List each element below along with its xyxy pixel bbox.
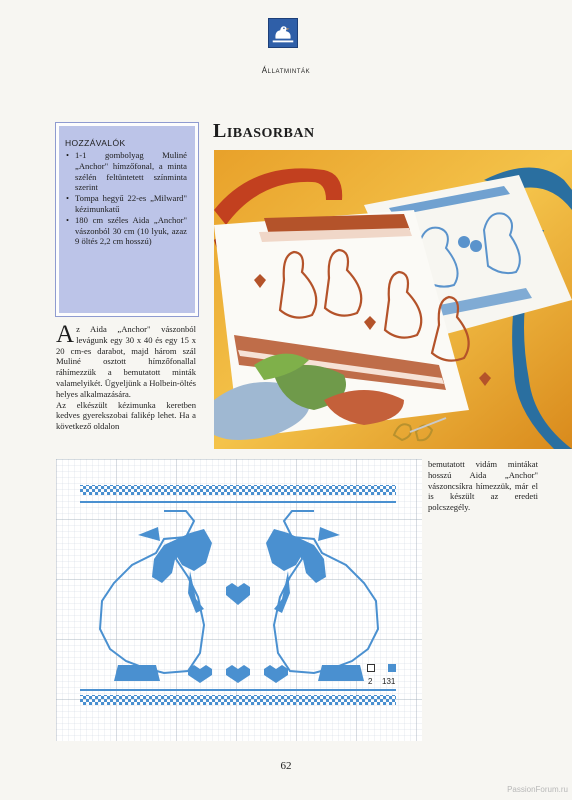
section-label: Állatminták — [261, 66, 311, 75]
continuation-text: bemutatott vidám mintákat hosszú Aida „Anchor" vászoncsíkra hímezzük, már el is készült az eredeti polcszegély. — [428, 459, 538, 513]
top-checker-border — [80, 485, 396, 495]
paragraph-1-text: z Aida „Anchor" vászonból levágunk egy 30 x 40 és egy 15 x 20 cm-es darabot, majd három szál Muliné osztott hímzőfonallal ráhímezzük a bemutatott minták valamelyikét. Ügyeljünk a Holbein-öltés helyes alkalmazására. — [56, 324, 196, 399]
cross-stitch-chart — [56, 459, 422, 741]
materials-list — [65, 150, 187, 247]
materials-item: • Tompa hegyű 22-es „Milward" kézimunkatű — [65, 193, 187, 215]
paragraph-1 — [56, 321, 196, 400]
left-goose-feet — [114, 665, 160, 681]
legend-swatch-white — [367, 664, 375, 672]
body-text — [56, 321, 196, 432]
page-number: 62 — [280, 760, 292, 772]
top-line-border — [80, 501, 396, 503]
dropcap: A — [56, 321, 75, 348]
bottom-checker-border — [80, 695, 396, 705]
legend-swatch-blue — [388, 664, 396, 672]
materials-heading: HOZZÁVALÓK — [65, 138, 126, 148]
paragraph-2: Az elkészült kézimunka keretben kedves gyerekszobai falikép lehet. Ha a következő oldalon — [56, 399, 196, 432]
materials-item: • 180 cm széles Aida „Anchor" vászonból 30 cm (10 lyuk, azaz 9 öltés 2,2 cm hosszú) — [65, 215, 187, 247]
embroidery-photo — [214, 150, 572, 449]
right-goose-feet — [318, 665, 364, 681]
bottom-line-border — [80, 689, 396, 691]
color-legend — [367, 664, 399, 688]
chart-svg — [56, 459, 422, 741]
goose-logo-icon — [268, 18, 298, 48]
legend-code-blue: 131 — [382, 677, 396, 686]
watermark: PassionForum.ru — [507, 785, 568, 794]
article-title: Libasorban — [213, 120, 315, 142]
materials-box — [56, 123, 198, 316]
materials-item: • 1-1 gombolyag Muliné „Anchor" hímzőfonal, a minta szélén feltüntetett színminta szerint — [65, 150, 187, 193]
legend-code-white: 2 — [368, 677, 373, 686]
